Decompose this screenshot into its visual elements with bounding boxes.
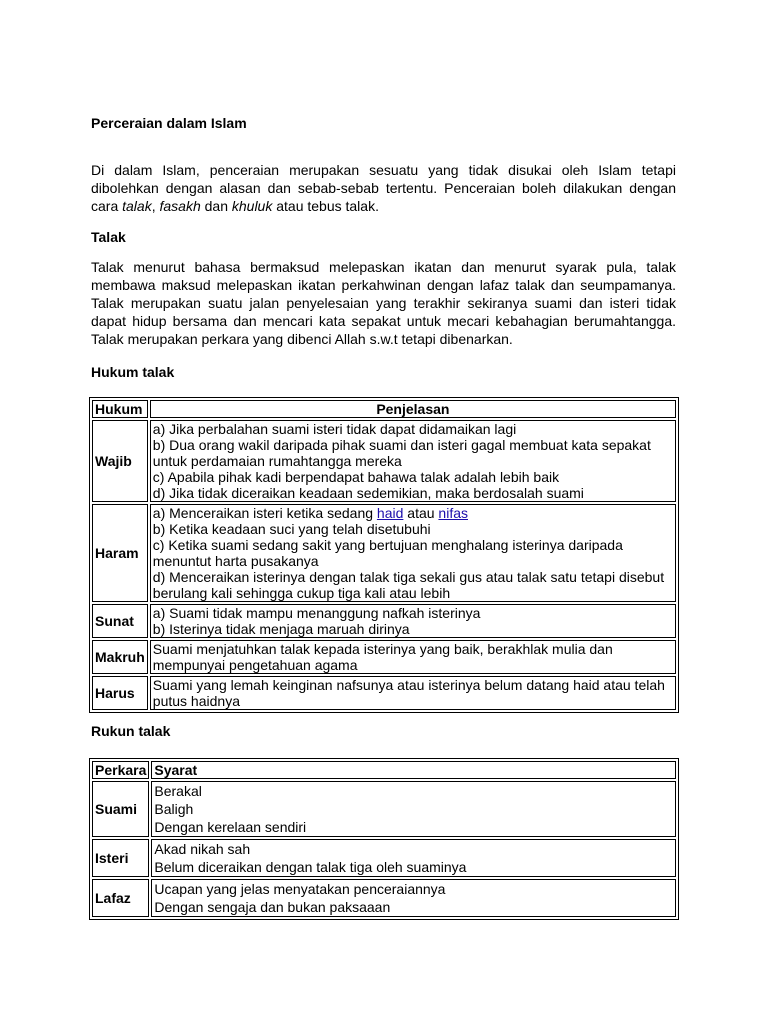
- table-row: [92, 676, 676, 710]
- suami-syarat-1: Berakal: [154, 783, 202, 799]
- talak-paragraph: Talak menurut bahasa bermaksud melepaskan ikatan dan menurut syarak pula, talak membawa maksud melepaskan ikatan perkahwinan dengan lafaz talak dan seumpamanya. Talak merupakan suatu jalan penyelesaian yang terakhir sekiranya suami dan isteri tidak dapat hidup bersama dan mencari kata sepakat untuk mecari kebahagian berumahtangga. Talak merupakan perkara yang dibenci Allah s.w.t tetapi dibenarkan.: [91, 259, 676, 347]
- table-row: [92, 879, 676, 917]
- row-label-lafaz: Lafaz: [92, 879, 149, 917]
- header-syarat: Syarat: [151, 761, 676, 779]
- table-row: [92, 839, 676, 877]
- page-title: Perceraian dalam Islam: [91, 115, 247, 131]
- table-row: [92, 604, 676, 638]
- row-label-sunat: Sunat: [92, 604, 148, 638]
- hukum-heading: Hukum talak: [91, 364, 175, 380]
- row-content-sunat: [150, 604, 676, 638]
- isteri-syarat-1: Akad nikah sah: [154, 841, 251, 857]
- row-label-isteri: Isteri: [92, 839, 149, 877]
- wajib-item-d: d) Jika tidak diceraikan keadaan sedemikian, maka berdosalah suami: [152, 485, 584, 501]
- table-header-row: [92, 761, 676, 779]
- suami-syarat-2: Baligh: [154, 801, 194, 817]
- rukun-heading: Rukun talak: [91, 723, 171, 739]
- term-fasakh: fasakh: [159, 198, 201, 214]
- intro-text: Di dalam Islam, penceraian merupakan sesuatu yang tidak disukai oleh Islam tetapi dibolehkan dengan alasan dan sebab-sebab tertentu. Penceraian boleh dilakukan dengan cara: [91, 162, 676, 214]
- table-row: [92, 781, 676, 837]
- table-row: [92, 420, 676, 502]
- term-talak: talak: [122, 198, 152, 214]
- table-row: [92, 640, 676, 674]
- wajib-item-c: c) Apabila pihak kadi berpendapat bahawa talak adalah lebih baik: [152, 469, 560, 485]
- intro-paragraph: [91, 161, 676, 215]
- isteri-syarat-2: Belum diceraikan dengan talak tiga oleh suaminya: [154, 859, 467, 875]
- row-label-makruh: Makruh: [92, 640, 148, 674]
- haram-item-b: b) Ketika keadaan suci yang telah disetubuhi: [152, 521, 431, 537]
- header-hukum: Hukum: [92, 400, 148, 418]
- lafaz-syarat-1: Ucapan yang jelas menyatakan penceraiannya: [154, 881, 446, 897]
- suami-syarat-3: Dengan kerelaan sendiri: [154, 819, 307, 835]
- intro-ending: atau tebus talak.: [276, 198, 379, 214]
- intro-separator: ,: [151, 198, 156, 214]
- sunat-item-b: b) Isterinya tidak menjaga maruah dirinya: [152, 621, 410, 637]
- wajib-item-a: a) Jika perbalahan suami isteri tidak dapat didamaikan lagi: [152, 421, 517, 437]
- row-content-harus: Suami yang lemah keinginan nafsunya atau isterinya belum datang haid atau telah putus haidnya: [150, 676, 676, 710]
- wajib-item-b: b) Dua orang wakil daripada pihak suami dan isteri gagal membuat kata sepakat untuk perdamaian rumahtangga mereka: [152, 437, 651, 469]
- haid-link[interactable]: haid: [376, 505, 404, 521]
- lafaz-syarat-2: Dengan sengaja dan bukan paksaaan: [154, 899, 391, 915]
- haram-item-a: [153, 505, 673, 521]
- haram-item-c: c) Ketika suami sedang sakit yang bertujuan menghalang isterinya daripada menuntut harta pusakanya: [152, 537, 623, 569]
- row-label-suami: Suami: [92, 781, 149, 837]
- intro-conjunction: dan: [204, 198, 228, 214]
- talak-heading: Talak: [91, 229, 126, 245]
- haram-item-a-text: a) Menceraikan isteri ketika sedang: [152, 505, 374, 521]
- rukun-table: [89, 758, 679, 920]
- row-label-harus: Harus: [92, 676, 148, 710]
- term-khuluk: khuluk: [231, 198, 273, 214]
- row-content-suami: [151, 781, 676, 837]
- header-penjelasan: Penjelasan: [150, 400, 676, 418]
- row-content-makruh: Suami menjatuhkan talak kepada isterinya yang baik, berakhlak mulia dan mempunyai pengetahuan agama: [150, 640, 676, 674]
- row-label-wajib: Wajib: [92, 420, 148, 502]
- table-header-row: [92, 400, 676, 418]
- row-content-haram: [150, 504, 676, 602]
- table-row: [92, 504, 676, 602]
- row-content-wajib: [150, 420, 676, 502]
- haram-item-a-conjunction: atau: [407, 505, 435, 521]
- row-content-lafaz: [151, 879, 676, 917]
- header-perkara: Perkara: [92, 761, 149, 779]
- hukum-table: [89, 397, 679, 713]
- sunat-item-a: a) Suami tidak mampu menanggung nafkah isterinya: [152, 605, 481, 621]
- haram-item-d: d) Menceraikan isterinya dengan talak tiga sekali gus atau talak satu tetapi disebut berulang kali sehingga cukup tiga kali atau lebih: [152, 569, 665, 601]
- row-label-haram: Haram: [92, 504, 148, 602]
- nifas-link[interactable]: nifas: [438, 505, 468, 521]
- row-content-isteri: [151, 839, 676, 877]
